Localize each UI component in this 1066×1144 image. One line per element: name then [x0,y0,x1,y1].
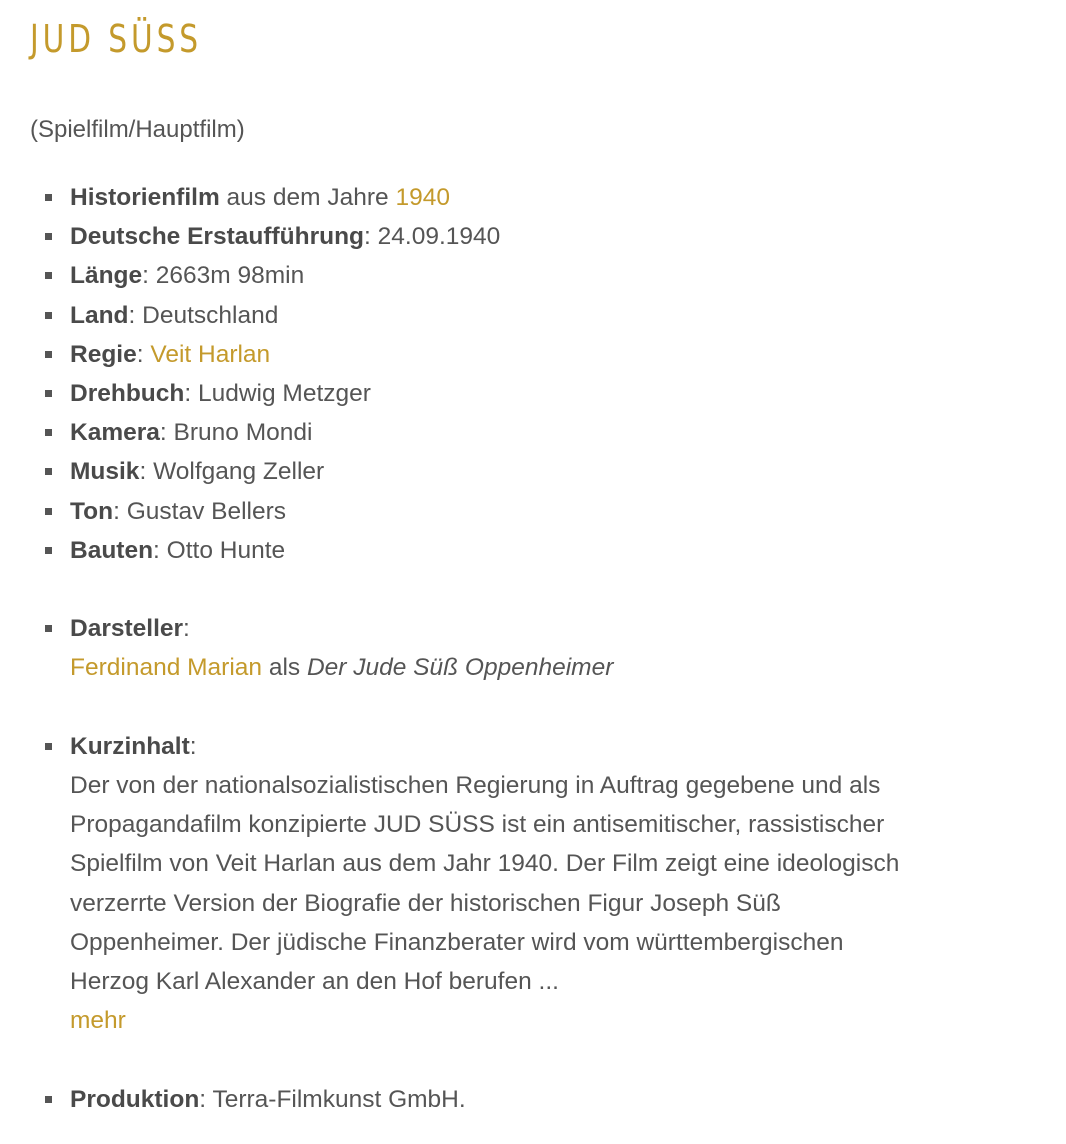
fact-value: 2663m 98min [155,262,305,290]
fact-production [30,1080,1030,1119]
cast-as-text: als [262,654,307,682]
fact-separator: : [139,458,154,486]
synopsis-line: Herzog Karl Alexander an den Hof berufen ... [70,968,559,996]
cast-role: Der Jude Süß Oppenheimer [306,654,614,682]
fact-sound [30,492,1030,531]
fact-label: Musik [70,458,140,486]
fact-label: Kurzinhalt [70,732,190,760]
fact-separator: : [142,262,156,290]
fact-director [30,335,1030,374]
fact-label: Drehbuch [70,380,185,408]
fact-label: Länge [70,262,143,290]
more-link[interactable]: mehr [70,1007,126,1035]
fact-value: Ludwig Metzger [197,380,371,408]
synopsis-line: Der von der nationalsozialistischen Regierung in Auftrag gegebene und als [70,772,881,800]
actor-link[interactable]: Ferdinand Marian [70,654,263,682]
fact-value: Bruno Mondi [173,419,313,447]
fact-value: Terra-Filmkunst GmbH. [212,1085,466,1113]
fact-separator: : [183,615,190,643]
fact-label: Produktion [70,1085,200,1113]
film-title: JUD SÜSS [30,17,203,61]
fact-screenplay [30,374,1030,413]
fact-value: Otto Hunte [166,536,286,564]
fact-value: 24.09.1940 [377,223,501,251]
synopsis-line: Spielfilm von Veit Harlan aus dem Jahr 1940. Der Film zeigt eine ideologisch [70,850,900,878]
fact-value: Deutschland [142,301,279,329]
fact-label: Regie [70,340,137,368]
fact-label: Darsteller [70,615,184,643]
fact-label: Historienfilm [70,184,220,211]
fact-separator: : [128,301,143,329]
fact-country [30,296,1030,335]
fact-length [30,256,1030,295]
fact-label: Land [70,301,129,329]
fact-separator: : [153,536,167,564]
synopsis-line: Propagandafilm konzipierte JUD SÜSS ist ein antisemitischer, rassistischer [70,811,885,839]
fact-value: Wolfgang Zeller [153,458,325,486]
fact-separator: : [113,497,127,525]
fact-label: Ton [70,497,114,525]
film-facts-list [30,178,1030,1119]
fact-separator: : [184,380,198,408]
synopsis-line: verzerrte Version der Biografie der historischen Figur Joseph Süß [70,889,781,917]
fact-separator: : [199,1085,213,1113]
fact-text: aus dem Jahre [219,184,396,211]
cast-entry [70,648,1030,687]
director-link[interactable]: Veit Harlan [150,340,271,368]
fact-music [30,452,1030,491]
year-link[interactable]: 1940 [395,184,450,211]
fact-label: Kamera [70,419,160,447]
fact-synopsis [30,727,1030,1041]
synopsis-line: Oppenheimer. Der jüdische Finanzberater wird vom württembergischen [70,928,844,956]
fact-separator: : [189,732,197,760]
fact-separator: : [364,223,378,251]
fact-cast [30,609,1030,687]
fact-sets [30,531,1030,570]
fact-label: Deutsche Erstaufführung [70,223,365,251]
film-category: (Spielfilm/Hauptfilm) [30,116,245,143]
fact-genre [30,178,1030,217]
fact-value: Gustav Bellers [126,497,287,525]
fact-camera [30,413,1030,452]
fact-separator: : [159,419,174,447]
fact-separator: : [136,340,151,368]
fact-label: Bauten [70,536,154,564]
fact-premiere [30,217,1030,256]
